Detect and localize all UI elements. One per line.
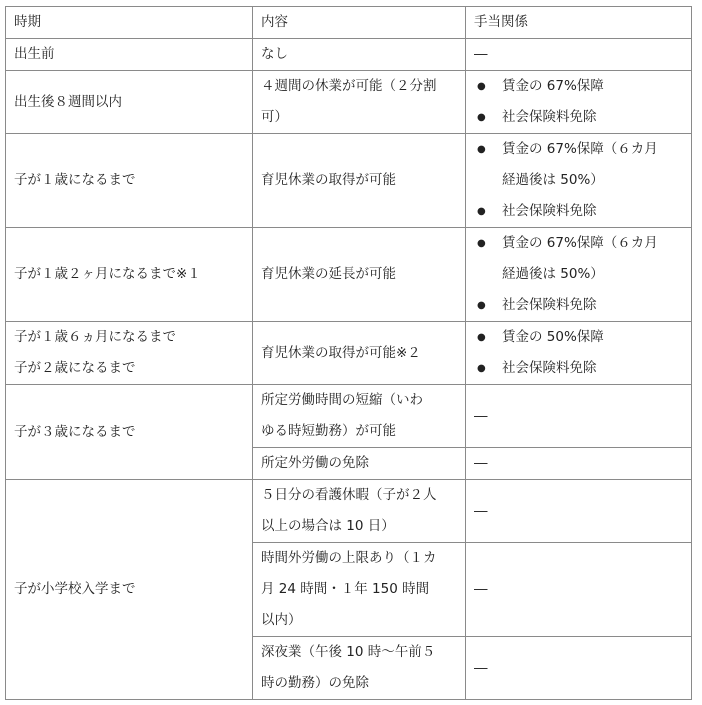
bullet-icon: ● [477,206,486,217]
table-row [6,480,692,543]
allowance-cell: ― [466,543,692,637]
allowance-cell [466,228,692,322]
bullet-item: ● 賃金の 67%保障（６カ月 [474,134,683,165]
bullet-item: ● 社会保険料免除 [474,196,683,227]
bullet-item-continuation: 経過後は 50%） [502,266,604,282]
allowance-cell [466,322,692,385]
bullet-icon: ● [477,81,486,92]
period-cell: 子が３歳になるまで [6,385,253,480]
allowance-cell [466,134,692,228]
content-cell: 育児休業の取得が可能※２ [253,322,466,385]
table-row [6,385,692,448]
period-cell: 子が１歳になるまで [6,134,253,228]
table-row [6,71,692,134]
period-cell: 出生前 [6,39,253,71]
allowance-cell: ― [466,39,692,71]
header-content: 内容 [253,7,466,39]
childcare-leave-table [5,6,692,700]
allowance-cell: ― [466,637,692,700]
bullet-icon: ● [477,363,486,374]
allowance-cell: ― [466,448,692,480]
bullet-item: ● 賃金の 67%保障 [474,71,683,102]
period-cell: 子が１歳６ヵ月になるまで 子が２歳になるまで [6,322,253,385]
header-allowance: 手当関係 [466,7,692,39]
bullet-icon: ● [477,144,486,155]
bullet-item: ● 社会保険料免除 [474,102,683,133]
table-header-row [6,7,692,39]
period-cell: 子が１歳２ヶ月になるまで※１ [6,228,253,322]
content-cell: 育児休業の延長が可能 [253,228,466,322]
bullet-item: ● 社会保険料免除 [474,290,683,321]
content-cell: 所定外労働の免除 [253,448,466,480]
table-row [6,134,692,228]
content-cell: 所定労働時間の短縮（いわ ゆる時短勤務）が可能 [253,385,466,448]
bullet-icon: ● [477,300,486,311]
bullet-item: ● 賃金の 50%保障 [474,322,683,353]
content-cell: ５日分の看護休暇（子が２人 以上の場合は 10 日） [253,480,466,543]
table-row [6,39,692,71]
period-cell: 出生後８週間以内 [6,71,253,134]
allowance-cell: ― [466,480,692,543]
table-row [6,228,692,322]
content-cell: 育児休業の取得が可能 [253,134,466,228]
allowance-cell: ― [466,385,692,448]
content-cell: 時間外労働の上限あり（１カ 月 24 時間・１年 150 時間 以内） [253,543,466,637]
content-cell: なし [253,39,466,71]
bullet-item-continuation: 経過後は 50%） [502,172,604,188]
table-row [6,322,692,385]
bullet-item: ● 賃金の 67%保障（６カ月 [474,228,683,259]
period-cell: 子が小学校入学まで [6,480,253,700]
header-period: 時期 [6,7,253,39]
bullet-icon: ● [477,112,486,123]
allowance-cell [466,71,692,134]
bullet-icon: ● [477,332,486,343]
content-cell: ４週間の休業が可能（２分割 可） [253,71,466,134]
content-cell: 深夜業（午後 10 時～午前５ 時の勤務）の免除 [253,637,466,700]
bullet-item: ● 社会保険料免除 [474,353,683,384]
bullet-icon: ● [477,238,486,249]
